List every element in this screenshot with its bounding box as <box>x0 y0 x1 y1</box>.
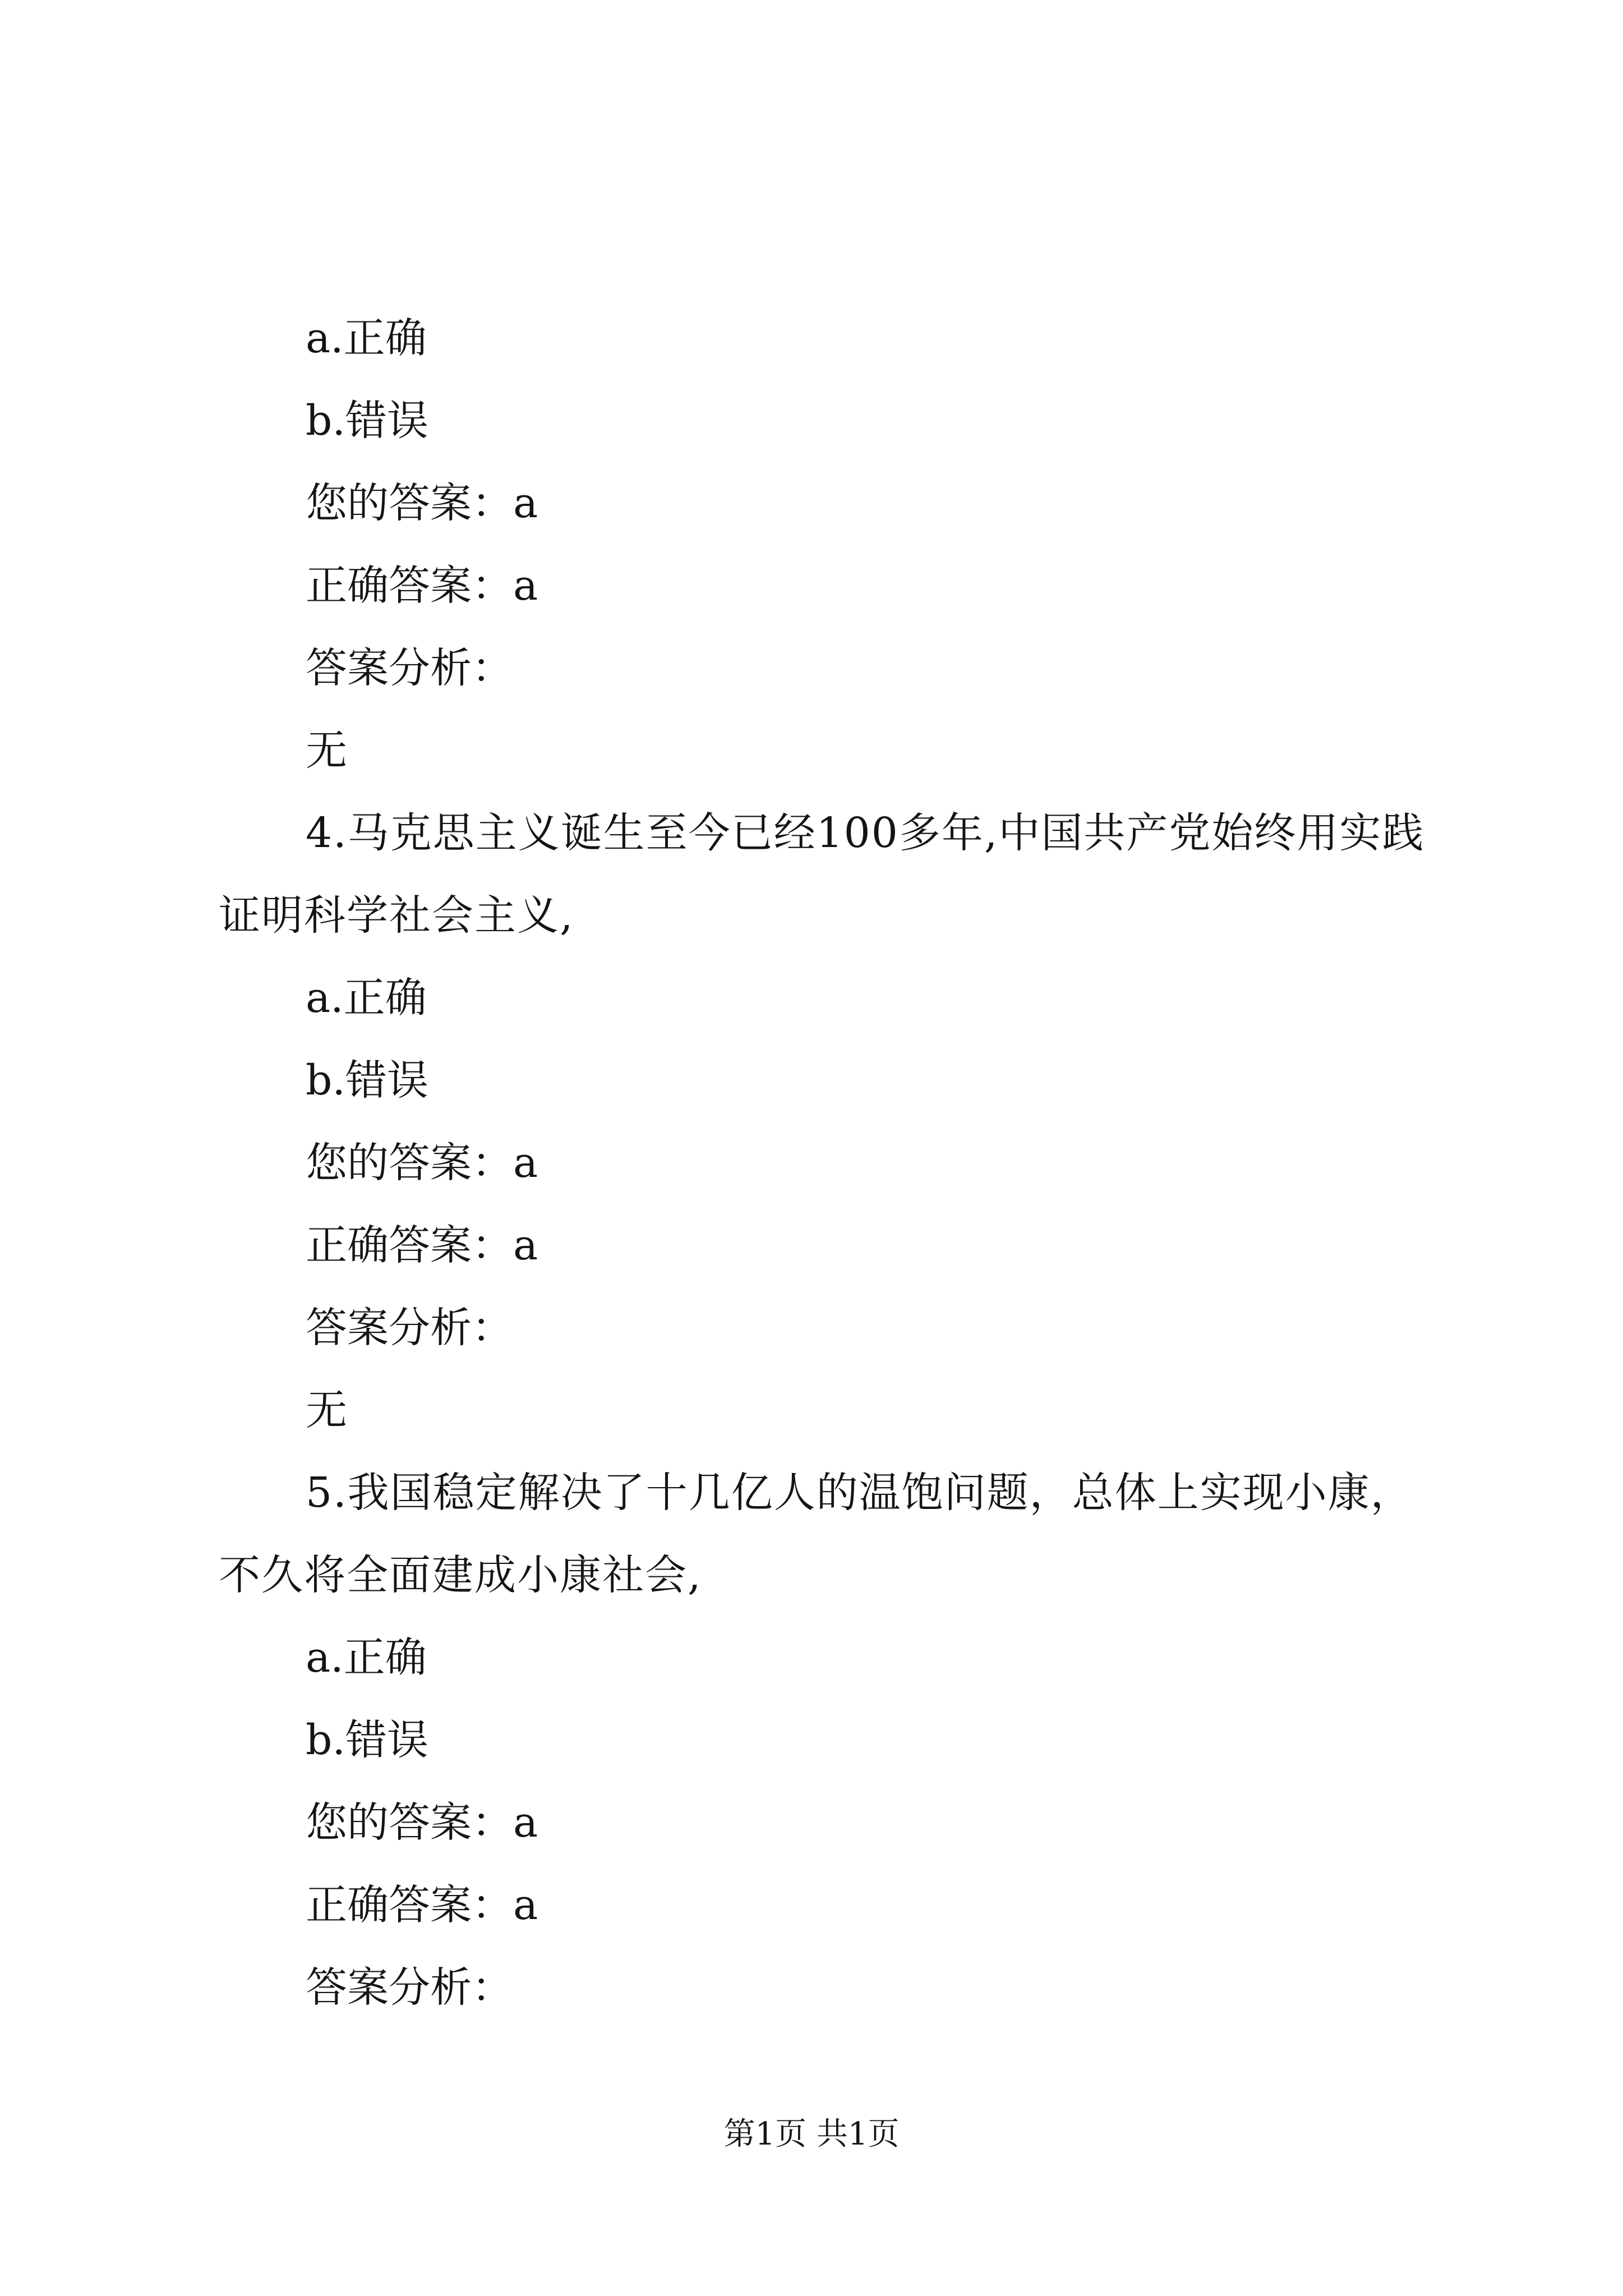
document-content <box>219 297 1441 2029</box>
q4-your-answer: 您的答案：a <box>306 1139 538 1187</box>
q4-option-b: b.错误 <box>306 1056 428 1105</box>
q3-your-answer: 您的答案：a <box>306 479 538 527</box>
q4-question: 4.马克思主义诞生至今已经100多年,中国共产党始终用实践证明科学社会主义, <box>219 809 1425 940</box>
q3-analysis-text: 无 <box>306 726 347 775</box>
q5-your-answer: 您的答案：a <box>306 1798 538 1847</box>
q3-analysis-label: 答案分析： <box>306 644 513 692</box>
q3-option-a: a.正确 <box>306 314 427 362</box>
q4-analysis-label: 答案分析： <box>306 1304 513 1352</box>
q5-option-b: b.错误 <box>306 1716 428 1764</box>
q4-correct-answer: 正确答案：a <box>306 1221 538 1269</box>
page-footer: 第1页 共1页 <box>723 2116 900 2152</box>
q3-option-b: b.错误 <box>306 397 428 445</box>
q5-correct-answer: 正确答案：a <box>306 1881 538 1929</box>
q5-question: 5.我国稳定解决了十几亿人的温饱问题，总体上实现小康，不久将全面建成小康社会, <box>219 1469 1413 1599</box>
q4-analysis-text: 无 <box>306 1386 347 1434</box>
q5-analysis-label: 答案分析： <box>306 1963 513 2012</box>
q3-correct-answer: 正确答案：a <box>306 562 538 610</box>
q5-option-a: a.正确 <box>306 1634 427 1682</box>
q4-option-a: a.正确 <box>306 974 427 1022</box>
